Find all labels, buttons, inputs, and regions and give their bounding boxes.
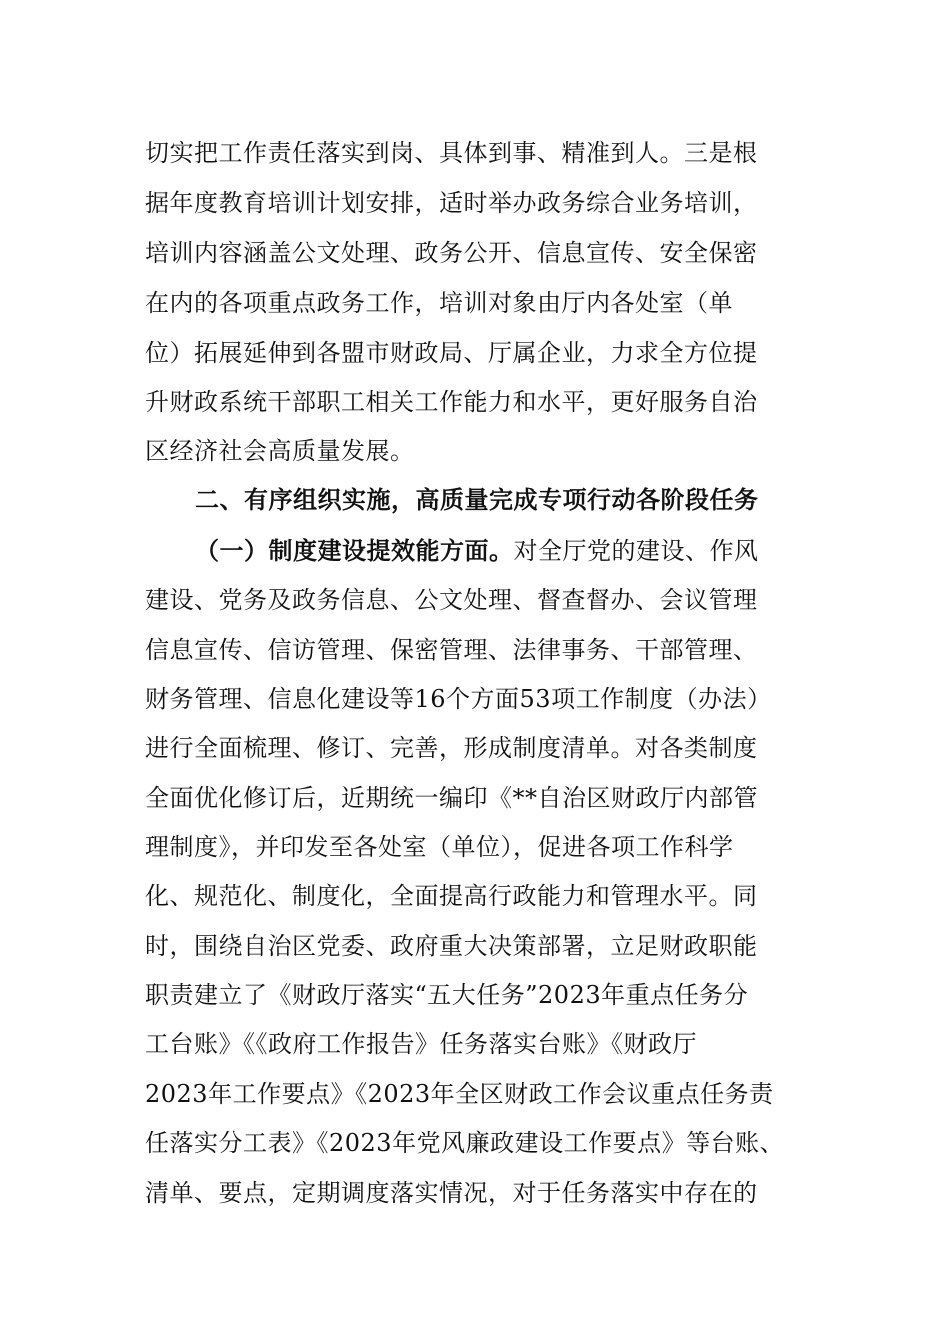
paragraph-line: 升财政系统干部职工相关工作能力和水平，更好服务自治: [145, 388, 758, 416]
section-heading: 二、有序组织实施，高质量完成专项行动各阶段任务: [195, 486, 759, 514]
paragraph-line: 区经济社会高质量发展。: [145, 437, 415, 465]
paragraph-line: 清单、要点，定期调度落实情况，对于任务落实中存在的: [145, 1179, 758, 1207]
paragraph-line: 任落实分工表》《2023年党风廉政建设工作要点》等台账、: [145, 1129, 785, 1157]
paragraph-line: 位）拓展延伸到各盟市财政局、厅属企业，力求全方位提: [145, 339, 758, 367]
paragraph-line: 进行全面梳理、修订、完善，形成制度清单。对各类制度: [145, 734, 758, 762]
subsection-first-line: [195, 531, 759, 571]
paragraph-line: 职责建立了《财政厅落实“五大任务”2023年重点任务分: [145, 981, 749, 1009]
subsection-title: （一）制度建设提效能方面。: [195, 536, 514, 565]
paragraph-line: 在内的各项重点政务工作，培训对象由厅内各处室（单: [145, 289, 733, 317]
paragraph-line: 培训内容涵盖公文处理、政务公开、信息宣传、安全保密: [145, 239, 758, 267]
paragraph-line: 工台账》《《政府工作报告》任务落实台账》《财政厅: [145, 1030, 697, 1058]
paragraph-line: 化、规范化、制度化，全面提高行政能力和管理水平。同: [145, 882, 758, 910]
paragraph-line: 2023年工作要点》《2023年全区财政工作会议重点任务责: [145, 1080, 774, 1108]
paragraph-line: 据年度教育培训计划安排，适时举办政务综合业务培训，: [145, 189, 758, 217]
paragraph-line: 切实把工作责任落实到岗、具体到事、精准到人。三是根: [145, 139, 758, 167]
paragraph-line: 财务管理、信息化建设等16个方面53项工作制度（办法）: [145, 685, 772, 713]
paragraph-line: 理制度》，并印发至各处室（单位），促进各项工作科学: [145, 833, 734, 861]
subsection-first-line-text: 对全厅党的建设、作风: [513, 537, 759, 565]
paragraph-line: 全面优化修订后，近期统一编印《**自治区财政厅内部管: [145, 784, 758, 812]
paragraph-line: 时，围绕自治区党委、政府重大决策部署，立足财政职能: [145, 932, 758, 960]
paragraph-line: 建设、党务及政务信息、公文处理、督查督办、会议管理: [145, 586, 758, 614]
paragraph-line: 信息宣传、信访管理、保密管理、法律事务、干部管理、: [145, 636, 758, 664]
